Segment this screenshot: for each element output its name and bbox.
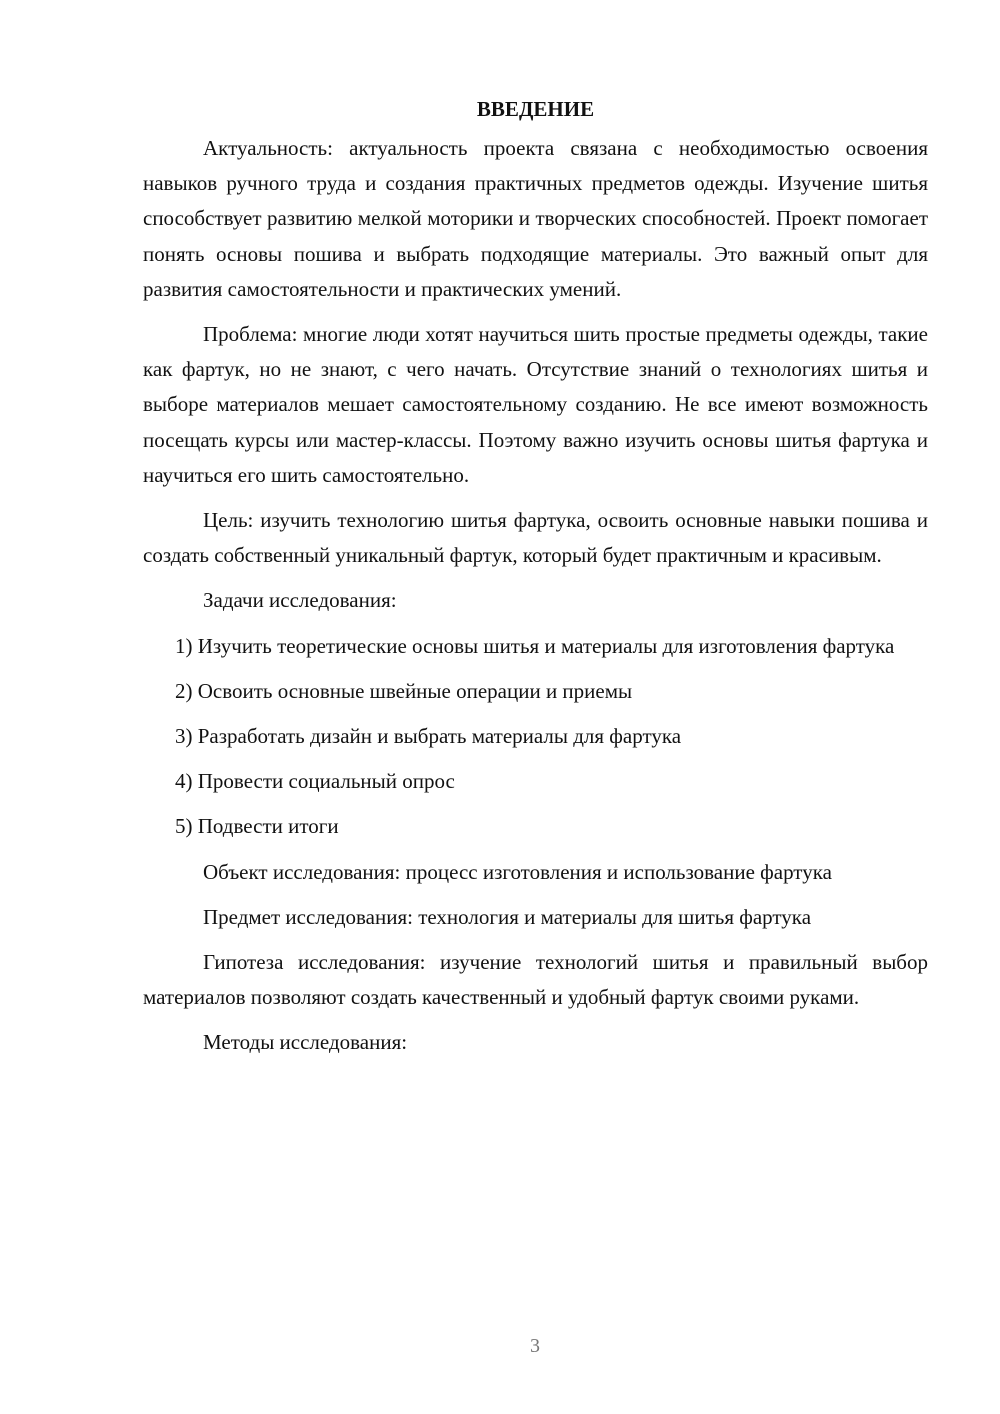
methods-heading: Методы исследования: bbox=[203, 1030, 408, 1055]
page-number: 3 bbox=[530, 1335, 540, 1357]
task-item-5: 5) Подвести итоги bbox=[175, 814, 339, 839]
object-paragraph: Объект исследования: процесс изготовления и использование фартука bbox=[203, 859, 832, 884]
relevance-paragraph: Актуальность: актуальность проекта связана с необходимостью освоения навыков ручного труда и создания практичных предметов одежды. Изучение шитья способствует развитию мелкой моторики и творческих способностей. Проект помогает понять основы пошива и выбрать подходящие материалы. Это важный опыт для развития самостоятельности и практических умений. bbox=[143, 136, 928, 301]
task-item-3: 3) Разработать дизайн и выбрать материалы для фартука bbox=[175, 724, 682, 749]
task-item-1: 1) Изучить теоретические основы шитья и материалы для изготовления фартука bbox=[175, 633, 895, 658]
section-heading: ВВЕДЕНИЕ bbox=[476, 97, 595, 121]
task-item-4: 4) Провести социальный опрос bbox=[175, 769, 455, 794]
hypothesis-paragraph: Гипотеза исследования: изучение технологий шитья и правильный выбор материалов позволяют создать качественный и удобный фартук своими руками. bbox=[143, 950, 928, 1010]
page-content bbox=[143, 92, 928, 1061]
goal-paragraph: Цель: изучить технологию шитья фартука, освоить основные навыки пошива и создать собственный уникальный фартук, который будет практичным и красивым. bbox=[143, 508, 928, 568]
problem-paragraph: Проблема: многие люди хотят научиться шить простые предметы одежды, такие как фартук, но не знают, с чего начать. Отсутствие знаний о технологиях шитья и выборе материалов мешает самостоятельному созданию. Не все имеют возможность посещать курсы или мастер-классы. Поэтому важно изучить основы шитья фартука и научиться его шить самостоятельно. bbox=[143, 322, 928, 487]
subject-paragraph: Предмет исследования: технология и материалы для шитья фартука bbox=[203, 904, 812, 929]
task-item-2: 2) Освоить основные швейные операции и приемы bbox=[175, 678, 633, 703]
tasks-heading: Задачи исследования: bbox=[203, 588, 397, 613]
